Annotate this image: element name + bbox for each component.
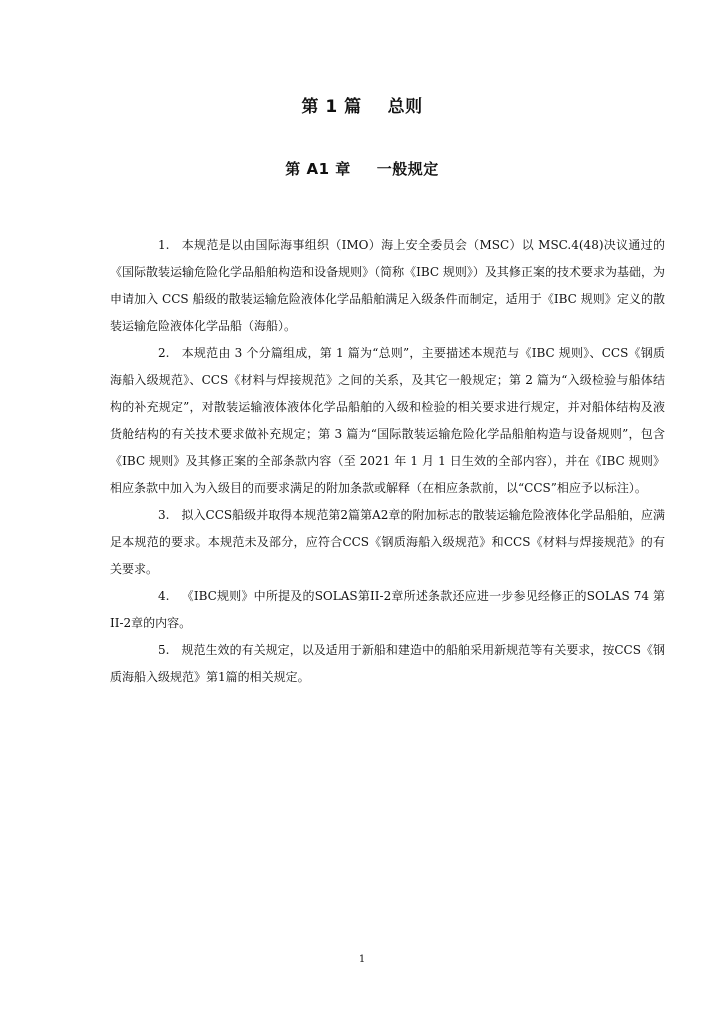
paragraph-text: 本规范由 3 个分篇组成，第 1 篇为“总则”，主要描述本规范与《IBC 规则》、CCS《钢质海船入级规范》、CCS《材料与焊接规范》之间的关系，及其它一般规定；第 2 篇为“入级检验与船体结构的补充规定”，对散装运输液体液体化学品船舶的入级和检验的相关要求进行规定，并对船体结构及液货舱结构的有关技术要求做补充规定；第 3 篇为“国际散装运输危险化学品船舶构造与设备规则”，包含《IBC 规则》及其修正案的全部条款内容（至 2021 年 1 月 1 日生效的全部内容），并在《IBC 规则》相应条款中加入为入级目的而要求满足的附加条款或解释（在相应条款前，以“CCS”相应予以标注）。 <box>110 346 665 495</box>
chapter-title <box>0 158 724 179</box>
paragraph-3 <box>110 502 665 583</box>
paragraph-number: 1. <box>158 238 170 252</box>
paragraph-text: 《IBC规则》中所提及的SOLAS第II-2章所述条款还应进一步参见经修正的SOLAS 74 第II-2章的内容。 <box>110 589 665 630</box>
part-title-label: 第 1 篇 <box>301 97 362 117</box>
part-title-name: 总则 <box>387 97 423 117</box>
part-title <box>0 92 724 117</box>
chapter-title-label: 第 A1 章 <box>285 160 351 178</box>
paragraph-1 <box>110 232 665 340</box>
paragraph-text: 拟入CCS船级并取得本规范第2篇第A2章的附加标志的散装运输危险液体化学品船舶，应满足本规范的要求。本规范未及部分，应符合CCS《钢质海船入级规范》和CCS《材料与焊接规范》的有关要求。 <box>110 508 665 576</box>
paragraph-number: 2. <box>158 346 170 360</box>
document-body <box>110 232 665 691</box>
paragraph-text: 本规范是以由国际海事组织（IMO）海上安全委员会（MSC）以 MSC.4(48)决议通过的《国际散装运输危险化学品船舶构造和设备规则》（简称《IBC 规则》）及其修正案的技术要求为基础，为申请加入 CCS 船级的散装运输危险液体化学品船舶满足入级条件而制定，适用于《IBC 规则》定义的散装运输危险液体化学品船（海船）。 <box>110 238 665 333</box>
paragraph-number: 3. <box>158 508 170 522</box>
paragraph-number: 4. <box>158 589 170 603</box>
page-number: 1 <box>358 954 366 965</box>
paragraph-5 <box>110 637 665 691</box>
chapter-title-name: 一般规定 <box>376 160 439 178</box>
paragraph-2 <box>110 340 665 502</box>
paragraph-text: 规范生效的有关规定，以及适用于新船和建造中的船舶采用新规范等有关要求，按CCS《钢质海船入级规范》第1篇的相关规定。 <box>110 643 665 684</box>
paragraph-number: 5. <box>158 643 170 657</box>
paragraph-4 <box>110 583 665 637</box>
